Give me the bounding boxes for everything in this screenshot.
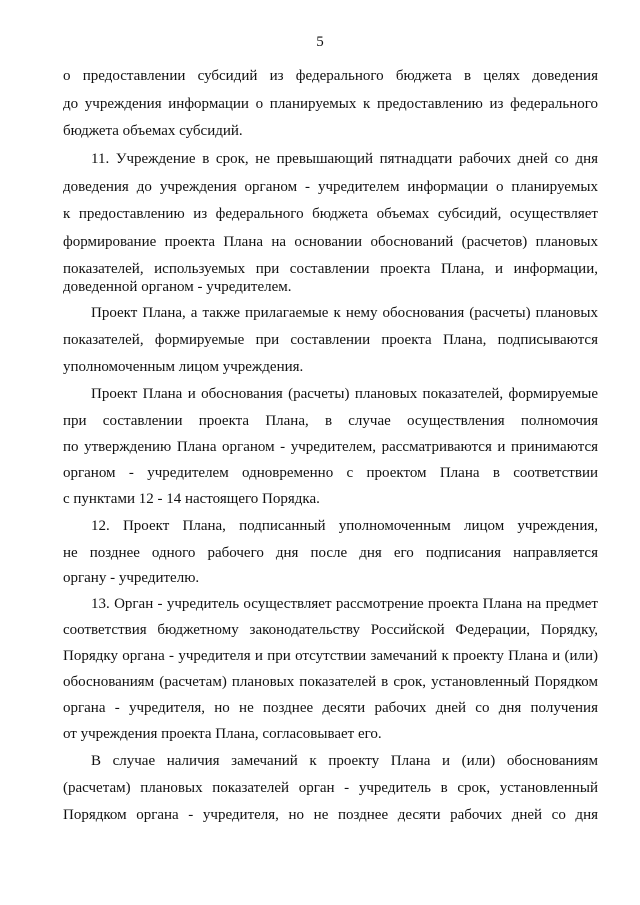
text-line: органу - учредителю. <box>63 570 200 586</box>
text-line: уполномоченным лицом учреждения. <box>63 359 304 375</box>
text-line: 11. Учреждение в срок, не превышающий пятнадцати рабочих дней со дня <box>91 151 598 167</box>
text-line: (расчетам) плановых показателей орган - учредитель в срок, установленный <box>63 780 598 796</box>
text-line: органа - учредителя, но не позднее десяти рабочих дней со дня получения <box>63 700 598 716</box>
text-line: от учреждения проекта Плана, согласовывает его. <box>63 726 382 742</box>
text-line: 12. Проект Плана, подписанный уполномоченным лицом учреждения, <box>91 518 598 534</box>
text-line: Порядку органа - учредителя и при отсутствии замечаний к проекту Плана и (или) <box>63 648 598 664</box>
text-line: 13. Орган - учредитель осуществляет рассмотрение проекта Плана на предмет <box>91 596 598 612</box>
text-line: формирование проекта Плана на основании обоснований (расчетов) плановых <box>63 234 598 250</box>
text-line: В случае наличия замечаний к проекту Плана и (или) обоснованиям <box>91 753 598 769</box>
text-line: о предоставлении субсидий из федерального бюджета в целях доведения <box>63 68 598 84</box>
text-line: Проект Плана, а также прилагаемые к нему обоснования (расчеты) плановых <box>91 305 598 321</box>
text-line: обоснованиям (расчетам) плановых показателей в срок, установленный Порядком <box>63 674 598 690</box>
text-line: при составлении проекта Плана, в случае осуществления полномочия <box>63 413 598 429</box>
text-line: соответствия бюджетному законодательству Российской Федерации, Порядку, <box>63 622 598 638</box>
text-line: доведения до учреждения органом - учредителем информации о планируемых <box>63 179 598 195</box>
text-line: показателей, используемых при составлении проекта Плана, и информации, <box>63 261 598 277</box>
text-line: Порядком органа - учредителя, но не позднее десяти рабочих дней со дня <box>63 807 598 823</box>
text-line: Проект Плана и обоснования (расчеты) плановых показателей, формируемые <box>91 386 598 402</box>
text-line: до учреждения информации о планируемых к предоставлению из федерального <box>63 96 598 112</box>
text-line: с пунктами 12 - 14 настоящего Порядка. <box>63 491 320 507</box>
text-line: показателей, формируемые при составлении проекта Плана, подписываются <box>63 332 598 348</box>
text-line: по утверждению Плана органом - учредителем, рассматриваются и принимаются <box>63 439 598 455</box>
text-line: к предоставлению из федерального бюджета объемах субсидий, осуществляет <box>63 206 598 222</box>
text-line: органом - учредителем одновременно с проектом Плана в соответствии <box>63 465 598 481</box>
text-line: не позднее одного рабочего дня после дня его подписания направляется <box>63 545 598 561</box>
text-line: бюджета объемах субсидий. <box>63 123 243 139</box>
text-line: доведенной органом - учредителем. <box>63 279 292 295</box>
page-number: 5 <box>316 34 324 50</box>
